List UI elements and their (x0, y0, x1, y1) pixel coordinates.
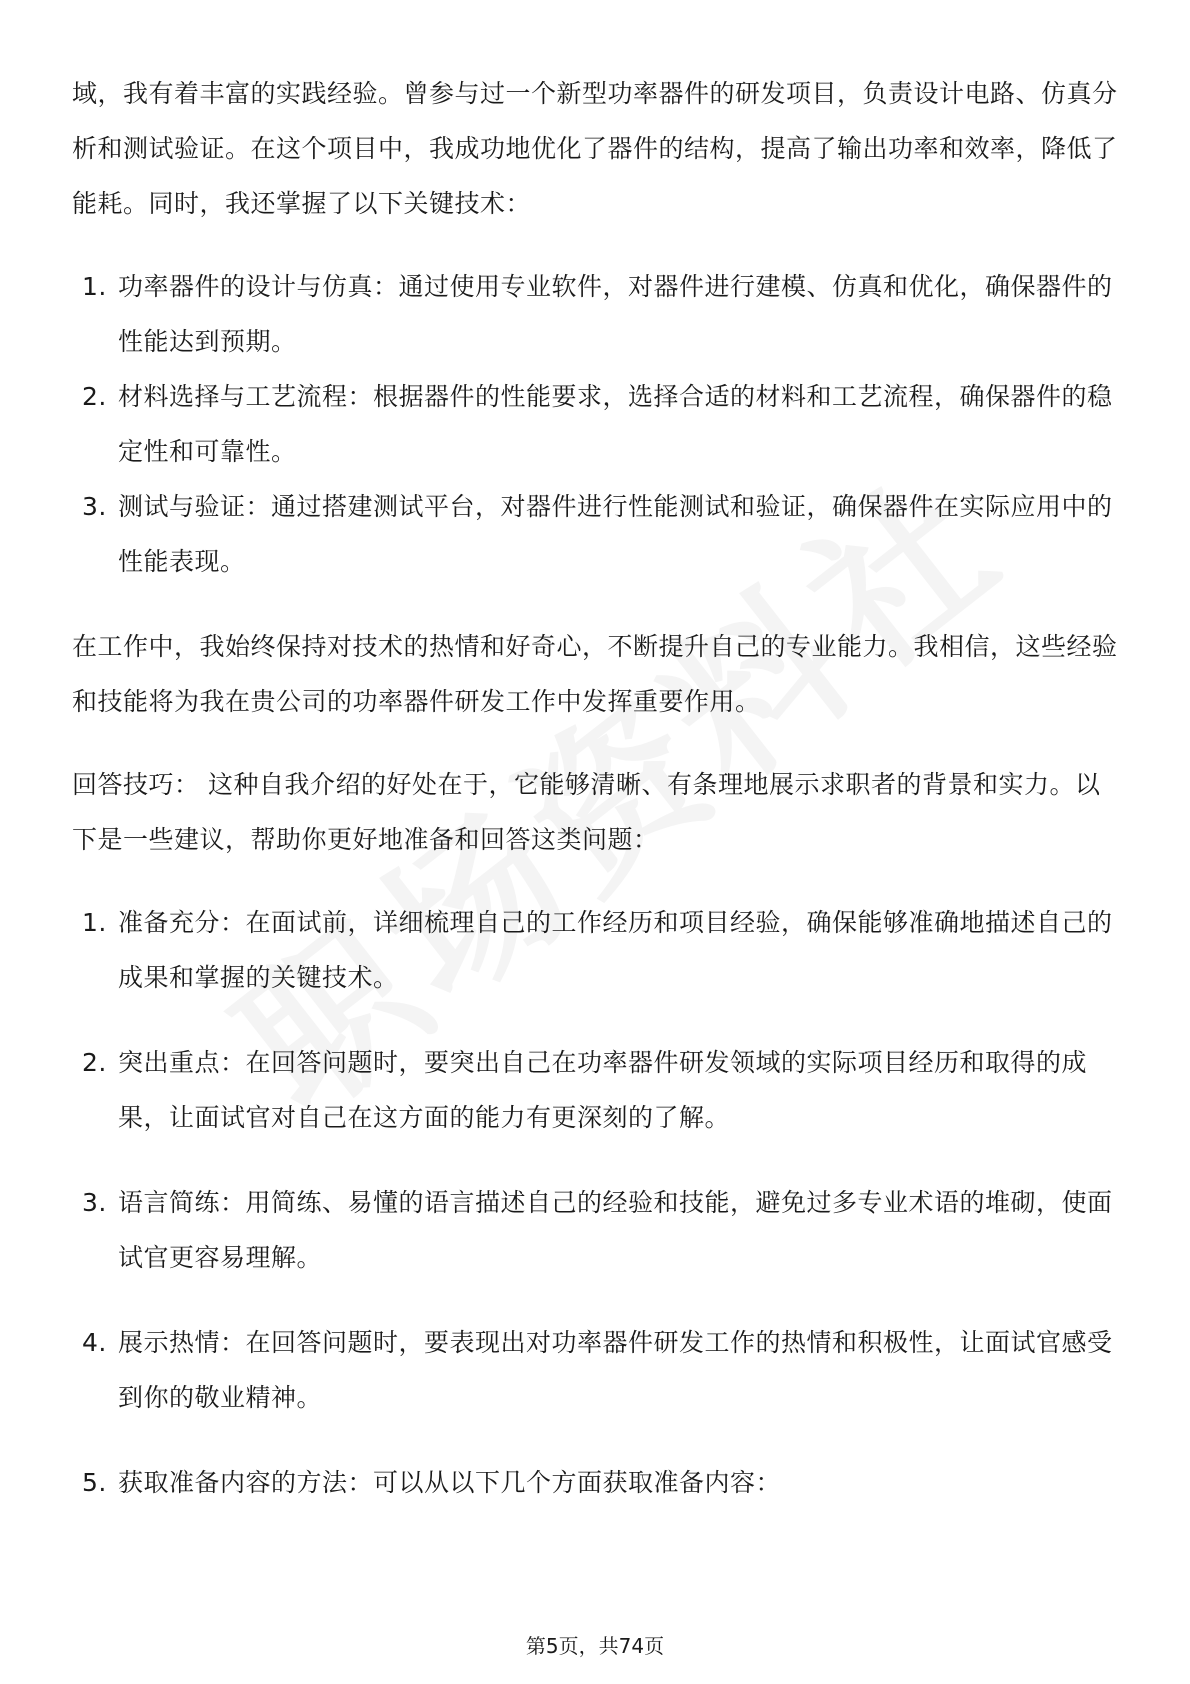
closing-paragraph: 在工作中，我始终保持对技术的热情和好奇心，不断提升自己的专业能力。我相信，这些经验和技能将为我在贵公司的功率器件研发工作中发挥重要作用。 (72, 632, 1118, 716)
list-number: 3. (82, 1188, 107, 1217)
list-number: 3. (82, 492, 107, 521)
list-item (72, 1175, 1122, 1285)
tips-list (72, 895, 1122, 1510)
list-item (72, 1455, 1122, 1510)
list-item-text: 展示热情：在回答问题时，要表现出对功率器件研发工作的热情和积极性，让面试官感受到你的敬业精神。 (118, 1328, 1113, 1412)
list-item (72, 479, 1122, 589)
list-number: 2. (82, 382, 107, 411)
key-techniques-list (72, 259, 1122, 589)
list-item-text: 准备充分：在面试前，详细梳理自己的工作经历和项目经验，确保能够准确地描述自己的成果和掌握的关键技术。 (118, 908, 1113, 992)
list-number: 1. (82, 908, 107, 937)
list-number: 2. (82, 1048, 107, 1077)
page-number-footer: 第5页，共74页 (525, 1634, 665, 1658)
list-item-text: 材料选择与工艺流程：根据器件的性能要求，选择合适的材料和工艺流程，确保器件的稳定性和可靠性。 (118, 382, 1113, 466)
list-number: 4. (82, 1328, 107, 1357)
list-item-text: 测试与验证：通过搭建测试平台，对器件进行性能测试和验证，确保器件在实际应用中的性能表现。 (118, 492, 1113, 576)
tips-paragraph: 回答技巧： 这种自我介绍的好处在于，它能够清晰、有条理地展示求职者的背景和实力。以下是一些建议，帮助你更好地准备和回答这类问题： (72, 770, 1101, 854)
list-item (72, 259, 1122, 369)
list-item (72, 369, 1122, 479)
list-item-text: 语言简练：用简练、易懂的语言描述自己的经验和技能，避免过多专业术语的堆砌，使面试官更容易理解。 (118, 1188, 1113, 1272)
list-number: 1. (82, 272, 107, 301)
list-item-text: 获取准备内容的方法：可以从以下几个方面获取准备内容： (118, 1468, 782, 1497)
list-item (72, 895, 1122, 1005)
page-content (72, 66, 1122, 1540)
list-number: 5. (82, 1468, 107, 1497)
list-item-text: 突出重点：在回答问题时，要突出自己在功率器件研发领域的实际项目经历和取得的成果，让面试官对自己在这方面的能力有更深刻的了解。 (118, 1048, 1088, 1132)
list-item-text: 功率器件的设计与仿真：通过使用专业软件，对器件进行建模、仿真和优化，确保器件的性能达到预期。 (118, 272, 1113, 356)
list-item (72, 1035, 1122, 1145)
intro-paragraph: 域，我有着丰富的实践经验。曾参与过一个新型功率器件的研发项目，负责设计电路、仿真分析和测试验证。在这个项目中，我成功地优化了器件的结构，提高了输出功率和效率，降低了能耗。同时，我还掌握了以下关键技术： (72, 79, 1118, 218)
list-item (72, 1315, 1122, 1425)
